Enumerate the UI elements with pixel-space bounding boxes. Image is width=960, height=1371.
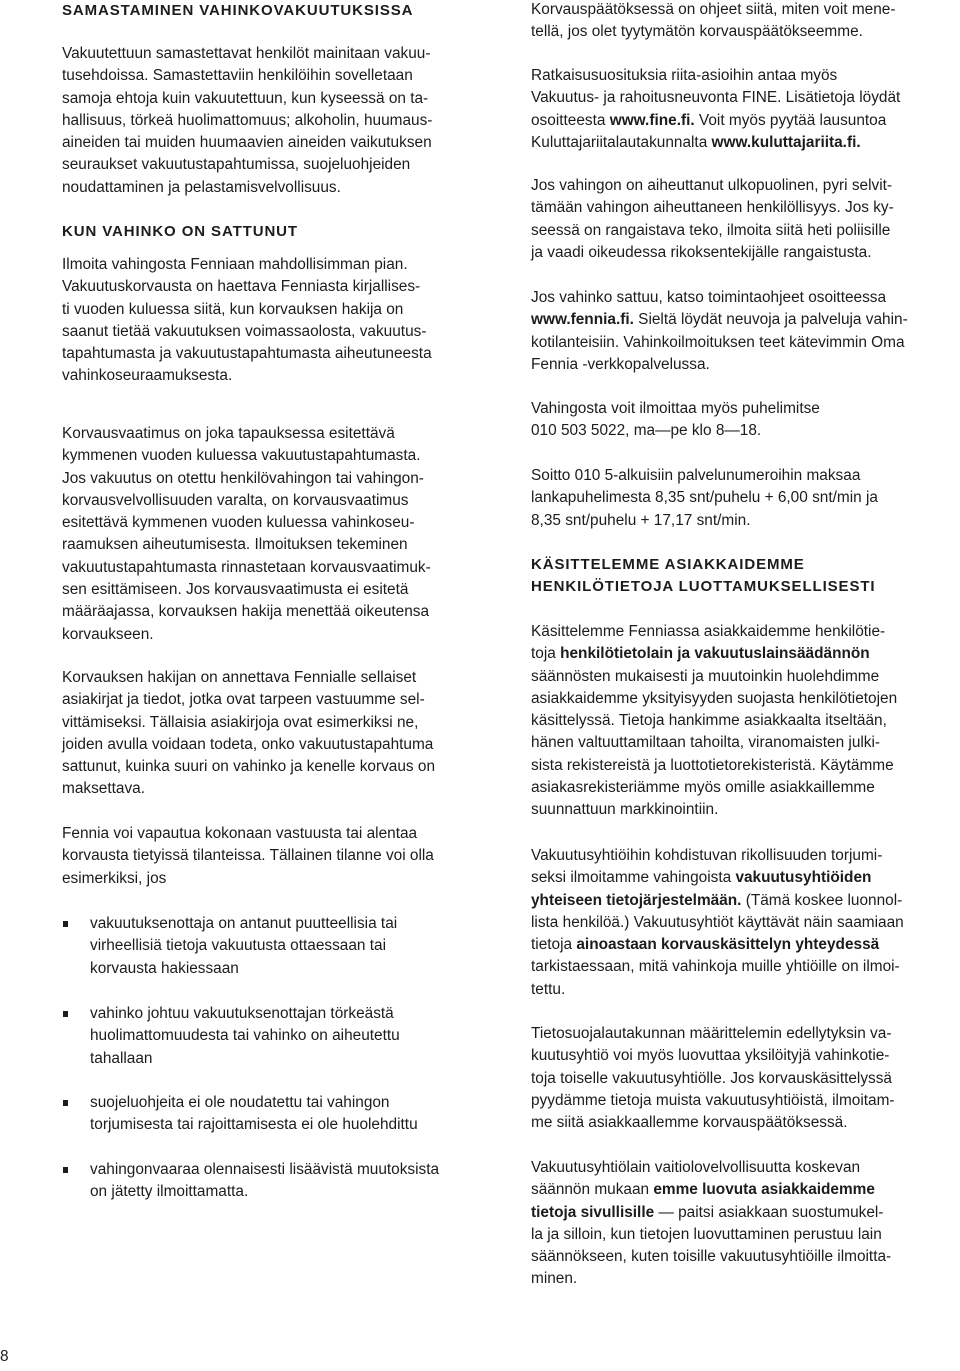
heading-kun-vahinko: [62, 221, 298, 243]
text-line: [531, 510, 878, 532]
text-line: [531, 420, 820, 442]
text-line: [531, 732, 897, 754]
text-run: ti vuoden kuluessa siitä, kun korvauksen hakija on: [62, 300, 404, 318]
text-run: Sieltä löydät neuvoja ja palveluja vahin-: [633, 311, 908, 329]
text-run: määräajassa, korvauksen hakija menettää oikeutensa: [62, 603, 430, 621]
bold-text-run: emme luovuta asiakkaidemme: [653, 1181, 875, 1199]
text-line: [62, 445, 431, 467]
text-run: lista henkilöä.) Vakuutusyhtiöt käyttävät näin saamiaan: [531, 913, 904, 931]
text-line: [62, 624, 431, 646]
text-run: (Tämä koskee luonnol-: [741, 891, 903, 909]
text-run: noudattaminen ja pelastamisvelvollisuus.: [62, 178, 341, 196]
text-line: [531, 132, 900, 154]
text-line: [62, 557, 431, 579]
text-line: [62, 778, 435, 800]
text-line: [62, 845, 434, 867]
text-run: Ilmoita vahingosta Fenniaan mahdollisimman pian.: [62, 256, 408, 273]
paragraph-vaitiolovelvollisuus: [531, 1157, 891, 1291]
text-run: raamuksen aiheutumisesta. Ilmoituksen tekeminen: [62, 536, 408, 554]
text-run: vittämiseksi. Tällaisia asiakirjoja ovat esimerkiksi ne,: [62, 713, 419, 731]
text-line: [531, 845, 904, 867]
text-run: sen esittämiseen. Jos korvausvaatimusta ei esitetä: [62, 581, 409, 599]
text-line: [90, 958, 397, 980]
text-line: [62, 490, 431, 512]
text-line: [62, 868, 434, 890]
bold-text-run: www.fennia.fi.: [531, 311, 634, 329]
text-run: Vakuutettuun samastettavat henkilöt mainitaan vakuu-: [62, 45, 431, 62]
text-run: seuraukset vakuutustapahtumissa, suojeluohjeiden: [62, 156, 411, 174]
text-line: [90, 1048, 400, 1070]
text-run: maksettava.: [62, 780, 145, 798]
text-line: [62, 154, 432, 176]
paragraph-korvauspaatos: [531, 0, 895, 44]
text-run: KUN VAHINKO ON SATTUNUT: [62, 223, 298, 240]
text-line: [90, 1181, 439, 1203]
text-line: [531, 755, 897, 777]
bullet-text: [90, 1003, 400, 1070]
text-run: aineiden tai muiden huumaavien aineiden vaikutuksen: [62, 134, 432, 152]
text-line: [62, 132, 432, 154]
text-run: vakuutustapahtumasta rinnastetaan korvausvaatimuk-: [62, 558, 431, 576]
text-run: sista rekistereistä ja luottotietorekisteristä. Käytämme: [531, 756, 894, 774]
text-run: esitettävä kymmenen vuoden kuluessa vahinkoseu-: [62, 514, 415, 532]
bullet-square-icon: [63, 1011, 68, 1017]
text-run: säännösten mukaisesti ja muutoinkin huolehdimme: [531, 667, 880, 685]
text-run: samoja ehtoja kuin vakuutettuun, kun kyseessä on ta-: [62, 89, 429, 107]
text-run: tapahtumasta ja vakuutustapahtumasta aiheutuneesta: [62, 345, 432, 363]
text-run: asiakirjat ja tiedot, jotka ovat tarpeen vastuumme sel-: [62, 691, 425, 709]
text-run: Jos vahinko sattuu, katso toimintaohjeet osoitteessa: [531, 289, 887, 306]
text-run: Tietosuojalautakunnan määrittelemin edellytyksin va-: [531, 1025, 892, 1042]
text-run: tietoja: [531, 936, 577, 954]
text-line: [62, 468, 431, 490]
text-run: korvaukseen.: [62, 625, 154, 643]
text-run: säännön mukaan: [531, 1181, 654, 1199]
text-line: [531, 354, 908, 376]
text-run: Vahingosta voit ilmoittaa myös puhelimitse: [531, 400, 820, 417]
text-line: [531, 175, 894, 197]
text-run: saanut tietää vakuutuksen voimassaolosta, vakuutus-: [62, 322, 427, 340]
text-run: huolimattomuudesta tai vahinko on aiheutettu: [90, 1027, 400, 1045]
text-run: Fennia -verkkopalvelussa.: [531, 355, 710, 373]
text-line: [62, 689, 435, 711]
text-run: osoitteesta: [531, 111, 610, 129]
text-run: suunnattuun markkinointiin.: [531, 801, 719, 819]
text-line: [531, 465, 878, 487]
text-run: Vakuutus- ja rahoitusneuvonta FINE. Lisätietoja löydät: [531, 89, 901, 107]
text-line: [531, 1023, 895, 1045]
text-run: torjumisesta tai rajoittamisesta ei ole huolehdittu: [90, 1116, 418, 1134]
text-line: [531, 87, 900, 109]
text-line: [531, 643, 897, 665]
text-run: tahallaan: [90, 1049, 153, 1067]
text-line: [531, 554, 876, 576]
text-line: [62, 177, 432, 199]
text-line: [62, 299, 432, 321]
text-run: korvausta tietyissä tilanteissa. Tällainen tilanne voi olla: [62, 847, 434, 865]
text-run: toja toiselle vakuutusyhtiölle. Jos korvauskäsittelyssä: [531, 1069, 892, 1087]
text-run: tarkistaessaan, mitä vahinkoja muille yhtiöille on ilmoi-: [531, 958, 900, 976]
text-run: kymmenen vuoden kuluessa vakuutustapahtumasta.: [62, 447, 421, 465]
text-run: tellä, jos olet tyytymätön korvauspäätökseemme.: [531, 23, 863, 41]
bold-text-run: yhteiseen tietojärjestelmään.: [531, 891, 742, 909]
text-line: [62, 43, 432, 65]
text-line: [531, 1179, 891, 1201]
text-line: [62, 823, 434, 845]
text-run: 010 503 5022, ma—pe klo 8—18.: [531, 422, 762, 440]
text-line: [531, 1157, 891, 1179]
heading-samastaminen: [62, 0, 413, 22]
text-run: toja: [531, 645, 561, 663]
text-run: tämään vahingon aiheuttaneen henkilöllisyys. Jos ky-: [531, 199, 894, 217]
text-line: [531, 398, 820, 420]
text-run: kuutusyhtiö voi myös luovuttaa yksilöityjä vahinkotie-: [531, 1047, 890, 1065]
text-run: esimerkiksi, jos: [62, 869, 167, 887]
text-line: [62, 712, 435, 734]
text-run: KÄSITTELEMME ASIAKKAIDEMME: [531, 556, 805, 573]
text-line: [62, 343, 432, 365]
text-line: [62, 734, 435, 756]
text-line: [531, 0, 895, 21]
text-run: asiakkaidemme yksityisyyden suojasta henkilötietojen: [531, 689, 898, 707]
text-line: [531, 666, 897, 688]
text-run: säännökseen, kuten toisille vakuutusyhtiöille ilmoitta-: [531, 1248, 892, 1266]
text-run: korvausvelvollisuuden varalta, on korvausvaatimus: [62, 491, 409, 509]
text-run: Voit myös pyytää lausuntoa: [694, 111, 887, 129]
text-line: [531, 1224, 891, 1246]
text-run: ja vaadi oikeudessa rikoksentekijälle rangaistusta.: [531, 243, 872, 261]
text-line: [62, 512, 431, 534]
text-line: [62, 65, 432, 87]
text-line: [531, 688, 897, 710]
text-run: Jos vakuutus on otettu henkilövahingon tai vahingon-: [62, 469, 424, 487]
text-line: [531, 867, 904, 889]
paragraph-ulkopuolinen: [531, 175, 894, 264]
text-run: la ja silloin, kun tietojen luovuttaminen perustuu lain: [531, 1225, 882, 1243]
text-run: käsittelyssä. Tietoja hankimme asiakkaalta itseltään,: [531, 712, 887, 730]
text-line: [90, 1092, 418, 1114]
text-run: 8,35 snt/puhelu + 17,17 snt/min.: [531, 511, 751, 529]
bullet-square-icon: [63, 921, 68, 927]
text-run: Vakuutusyhtiölain vaitiolovelvollisuutta koskevan: [531, 1159, 861, 1176]
text-run: Jos vahingon on aiheuttanut ulkopuolinen, pyri selvit-: [531, 177, 893, 194]
text-line: [90, 1159, 439, 1181]
text-line: [62, 276, 432, 298]
bullet-text: [90, 1159, 439, 1204]
text-run: vahingonvaaraa olennaisesti lisäävistä muutoksista: [90, 1161, 440, 1178]
bold-text-run: vakuutusyhtiöiden: [735, 869, 872, 887]
text-run: Käsittelemme Fenniassa asiakkaidemme henkilötie-: [531, 623, 886, 640]
text-line: [531, 777, 897, 799]
text-run: tusehdoissa. Samastettaviin henkilöihin sovelletaan: [62, 67, 413, 85]
text-line: [531, 956, 904, 978]
heading-henkilotiedot: [531, 554, 876, 599]
text-line: [531, 1090, 895, 1112]
text-line: [62, 0, 413, 22]
text-run: virheellisiä tietoja vakuutusta ottaessaan tai: [90, 937, 387, 955]
text-line: [62, 756, 435, 778]
text-run: lankapuhelimesta 8,35 snt/puhelu + 6,00 snt/min ja: [531, 489, 878, 507]
bold-text-run: www.fine.fi.: [609, 111, 695, 129]
paragraph-fine: [531, 65, 900, 154]
text-run: hallisuus, törkeä huolimattomuus; alkoholin, huumaus-: [62, 111, 433, 129]
text-line: [90, 913, 397, 935]
text-line: [62, 110, 432, 132]
text-line: [62, 423, 431, 445]
bold-text-run: www.kuluttajariita.fi.: [711, 133, 861, 151]
text-line: [531, 110, 900, 132]
text-line: [531, 710, 897, 732]
text-line: [531, 799, 897, 821]
text-line: [531, 934, 904, 956]
text-run: Korvauksen hakijan on annettava Fennialle sellaiset: [62, 669, 417, 686]
text-run: — paitsi asiakkaan suostumukel-: [654, 1203, 884, 1221]
paragraph-samastaminen: [62, 43, 432, 199]
bullet-text: [90, 1092, 418, 1137]
paragraph-soitto-hinnat: [531, 465, 878, 532]
text-run: Korvausvaatimus on joka tapauksessa esitettävä: [62, 425, 395, 442]
text-line: [531, 1202, 891, 1224]
paragraph-tietosuojalautakunta: [531, 1023, 895, 1134]
paragraph-toimintaohjeet: [531, 287, 908, 376]
bold-text-run: tietoja sivullisille: [531, 1203, 655, 1221]
text-line: [531, 1068, 895, 1090]
text-line: [531, 890, 904, 912]
text-run: Fennia voi vapautua kokonaan vastuusta tai alentaa: [62, 825, 418, 842]
text-run: Korvauspäätöksessä on ohjeet siitä, miten voit mene-: [531, 1, 896, 18]
paragraph-korvausvaatimus: [62, 423, 431, 646]
text-line: [531, 21, 895, 43]
bold-text-run: henkilötietolain ja vakuutuslainsäädännön: [560, 645, 870, 663]
text-run: seessä on rangaistava teko, ilmoita siitä heti poliisille: [531, 221, 891, 239]
text-run: suojeluohjeita ei ole noudatettu tai vahingon: [90, 1094, 390, 1111]
text-line: [531, 197, 894, 219]
text-run: hänen valtuuttamiltaan tahoilta, viranomaisten julki-: [531, 734, 881, 752]
bullet-square-icon: [63, 1100, 68, 1106]
bullet-square-icon: [63, 1167, 68, 1173]
paragraph-puhelimitse: [531, 398, 820, 443]
text-run: Kuluttajariitalautakunnalta: [531, 133, 712, 151]
text-run: vahinkoseuraamuksesta.: [62, 367, 233, 385]
text-run: vakuutuksenottaja on antanut puutteellisia tai: [90, 915, 398, 932]
text-line: [531, 1246, 891, 1268]
bold-text-run: ainoastaan korvauskäsittelyn yhteydessä: [576, 936, 880, 954]
text-line: [90, 1114, 418, 1136]
text-run: asiakasrekisteriämme myös omille asiakkaillemme: [531, 779, 875, 797]
text-line: [531, 1045, 895, 1067]
paragraph-ilmoita: [62, 254, 432, 388]
text-line: [62, 667, 435, 689]
text-run: joiden avulla voidaan todeta, onko vakuutustapahtuma: [62, 735, 434, 753]
text-run: HENKILÖTIETOJA LUOTTAMUKSELLISESTI: [531, 578, 876, 596]
text-line: [62, 321, 432, 343]
text-line: [531, 912, 904, 934]
text-run: Vakuutuskorvausta on haettava Fenniasta kirjallises-: [62, 278, 421, 296]
text-run: tettu.: [531, 980, 566, 998]
text-run: minen.: [531, 1270, 578, 1288]
text-line: [531, 242, 894, 264]
text-line: [62, 579, 431, 601]
text-run: vahinko johtuu vakuutuksenottajan törkeästä: [90, 1005, 394, 1022]
text-line: [62, 221, 298, 243]
text-run: Vakuutusyhtiöihin kohdistuvan rikollisuuden torjumi-: [531, 847, 883, 864]
text-line: [62, 534, 431, 556]
text-run: me siitä asiakkaallemme korvauspäätöksessä.: [531, 1114, 848, 1132]
text-line: [531, 1112, 895, 1134]
bullet-text: [90, 913, 397, 980]
paragraph-rikollisuus: [531, 845, 904, 1001]
text-line: [531, 1268, 891, 1290]
text-line: [90, 1003, 400, 1025]
paragraph-asiakirjat: [62, 667, 435, 801]
text-run: kotilanteisiin. Vahinkoilmoituksen teet kätevimmin Oma: [531, 333, 905, 351]
text-line: [90, 935, 397, 957]
text-line: [62, 254, 432, 276]
text-run: Soitto 010 5-alkuisiin palvelunumeroihin maksaa: [531, 467, 861, 484]
paragraph-kasittelemme: [531, 621, 897, 822]
text-run: seksi ilmoitamme vahingoista: [531, 869, 736, 887]
text-line: [531, 309, 908, 331]
text-line: [531, 487, 878, 509]
text-line: [62, 365, 432, 387]
page-number: 8: [0, 1348, 9, 1365]
text-line: [62, 88, 432, 110]
text-line: [531, 576, 876, 598]
text-run: sattunut, kuinka suuri on vahinko ja kenelle korvaus on: [62, 758, 436, 776]
text-line: [531, 332, 908, 354]
paragraph-vapautua: [62, 823, 434, 890]
text-run: pyydämme tietoja muista vakuutusyhtiöistä, ilmoitam-: [531, 1091, 895, 1109]
text-line: [531, 65, 900, 87]
text-run: korvausta hakiessaan: [90, 959, 239, 977]
text-line: [90, 1025, 400, 1047]
text-line: [531, 220, 894, 242]
text-line: [62, 601, 431, 623]
text-line: [531, 621, 897, 643]
text-line: [531, 287, 908, 309]
text-line: [531, 979, 904, 1001]
text-run: on jätetty ilmoittamatta.: [90, 1183, 249, 1201]
text-run: SAMASTAMINEN VAHINKOVAKUUTUKSISSA: [62, 2, 414, 19]
text-run: Ratkaisusuosituksia riita-asioihin antaa myös: [531, 67, 838, 84]
